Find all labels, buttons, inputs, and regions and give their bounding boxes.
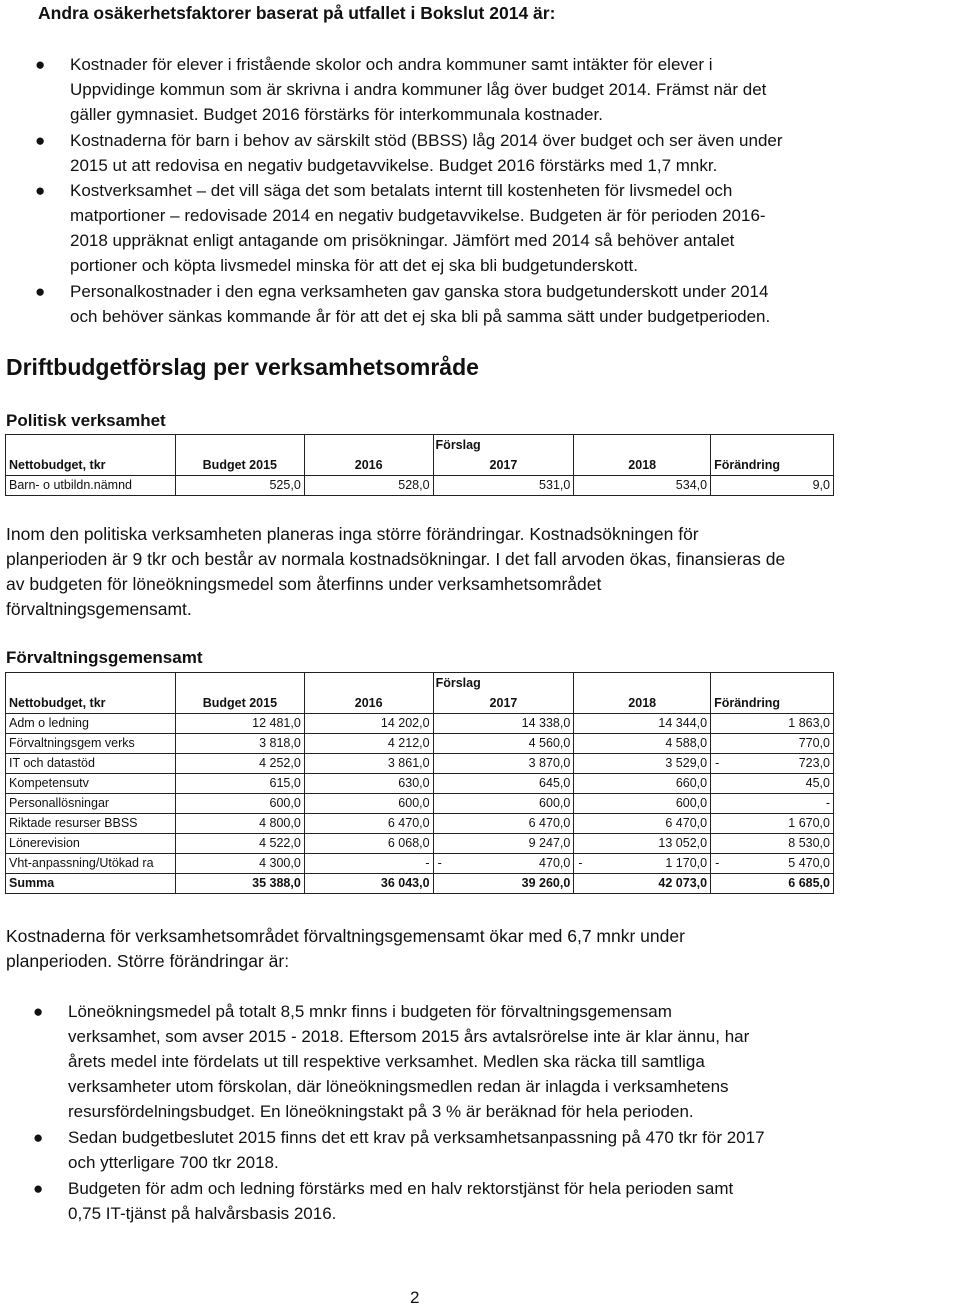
bullet-icon: ● [33, 1179, 44, 1198]
bullet-icon: ● [33, 1128, 44, 1147]
table-row [6, 754, 834, 774]
table-cell: 4 800,0 [175, 814, 304, 834]
table-row [6, 714, 834, 734]
bullet-line: matportioner – redovisade 2014 en negativ budgetavvikelse. Budgeten är för perioden 2016- [70, 206, 766, 225]
table-cell: 600,0 [304, 794, 433, 814]
dash-mark: - [715, 856, 720, 870]
column-header: Förändring [711, 456, 834, 476]
bullet-icon: ● [35, 181, 46, 200]
list-item: ● Sedan budgetbeslutet 2015 finns det ett krav på verksamhetsanpassning på 470 tkr för 2017 och ytterligare 700 tkr 2018. [68, 1125, 765, 1175]
list-item: ● Löneökningsmedel på totalt 8,5 mnkr finns i budgeten för förvaltningsgemensam verksamhet, som avser 2015 - 2018. Eftersom 2015 års avtalsrörelse inte är klar ännu, har årets medel inte fördelats ut till respektive verksamhet. Medlen ska räcka till samtliga verksamheter utom förskolan, där löneökningsmedlen redan är inlagda i verksamhetens resursfördelningsbudget. En löneökningstakt på 3 % är beräknad för hela perioden. [68, 999, 749, 1124]
column-header: Nettobudget, tkr [6, 456, 176, 476]
column-header: 2018 [574, 694, 711, 714]
table-cell: 8 530,0 [711, 834, 834, 854]
section-heading-uncertainty: Andra osäkerhetsfaktorer baserat på utfallet i Bokslut 2014 är: [38, 3, 556, 23]
table-cell: 35 388,0 [175, 874, 304, 894]
table-cell: 660,0 [574, 774, 711, 794]
row-label: IT och datastöd [6, 754, 176, 774]
bullet-icon: ● [35, 282, 46, 301]
subsection-title-forvaltning: Förvaltningsgemensamt [6, 648, 203, 667]
page-number: 2 [410, 1288, 420, 1307]
bullet-line: Kostverksamhet – det vill säga det som betalats internt till kostenheten för livsmedel och [70, 181, 733, 200]
row-label: Riktade resurser BBSS [6, 814, 176, 834]
table-cell: 12 481,0 [175, 714, 304, 734]
table-row [6, 774, 834, 794]
column-header: Nettobudget, tkr [6, 694, 176, 714]
bullet-line: Uppvidinge kommun som är skrivna i andra kommuner låg över budget 2014. Främst när det [70, 80, 767, 99]
column-header: Budget 2015 [175, 694, 304, 714]
bullet-line: och behöver sänkas kommande år för att det ej ska bli på samma sätt under budgetperioden. [70, 307, 771, 326]
budget-table-forvaltning [5, 672, 834, 894]
column-header: 2016 [304, 694, 433, 714]
table-cell: 6 470,0 [433, 814, 574, 834]
table-cell: 36 043,0 [304, 874, 433, 894]
table-cell: 4 212,0 [304, 734, 433, 754]
table-cell: 645,0 [433, 774, 574, 794]
table-cell: 3 870,0 [433, 754, 574, 774]
table-cell: 4 252,0 [175, 754, 304, 774]
column-header: Förändring [711, 694, 834, 714]
paragraph-forvaltning: Kostnaderna för verksamhetsområdet förvaltningsgemensamt ökar med 6,7 mnkr under planperioden. Större förändringar är: [6, 926, 685, 971]
table-cell: 6 685,0 [711, 874, 834, 894]
table-cell: - [304, 854, 433, 874]
forslag-label: Förslag [433, 435, 574, 457]
dash-mark: - [715, 756, 720, 770]
row-label: Summa [6, 874, 176, 894]
column-header: 2017 [433, 694, 574, 714]
table-cell: 13 052,0 [574, 834, 711, 854]
table-cell: - [711, 794, 834, 814]
paragraph-politisk: Inom den politiska verksamheten planeras inga större förändringar. Kostnadsökningen för planperioden är 9 tkr och består av normala kostnadsökningar. I det fall arvoden ökas, finansieras de av budgeten för löneökningsmedel som återfinns under verksamhetsområdet förvaltningsgemensamt. [6, 524, 786, 619]
table-cell: - 1 170,0 [574, 854, 711, 874]
list-item [35, 128, 783, 178]
row-label: Adm o ledning [6, 714, 176, 734]
table-cell: 4 588,0 [574, 734, 711, 754]
bullet-line: Kostnader för elever i fristående skolor och andra kommuner samt intäkter för elever i [70, 55, 713, 74]
row-label: Förvaltningsgem verks [6, 734, 176, 754]
table-row [6, 834, 834, 854]
table-cell: 1 670,0 [711, 814, 834, 834]
table-cell: 42 073,0 [574, 874, 711, 894]
table-cell: 14 344,0 [574, 714, 711, 734]
bullet-line: 2018 uppräknat enligt antagande om prisökningar. Jämfört med 2014 så behöver antalet [70, 231, 735, 250]
table-cell: 615,0 [175, 774, 304, 794]
table-cell: - 470,0 [433, 854, 574, 874]
table-cell: 6 470,0 [304, 814, 433, 834]
table-cell: 600,0 [574, 794, 711, 814]
table-cell: 45,0 [711, 774, 834, 794]
budget-table-politisk [5, 434, 834, 496]
table-cell: 770,0 [711, 734, 834, 754]
table-cell: 6 470,0 [574, 814, 711, 834]
subsection-title-politisk: Politisk verksamhet [6, 411, 166, 430]
row-label: Personallösningar [6, 794, 176, 814]
bullet-line: Kostnaderna för barn i behov av särskilt stöd (BBSS) låg 2014 över budget och ser även under [70, 131, 783, 150]
table-cell: 4 300,0 [175, 854, 304, 874]
table-cell: 9 247,0 [433, 834, 574, 854]
table-row [6, 794, 834, 814]
table-body [6, 714, 834, 894]
bullet-line: Personalkostnader i den egna verksamheten gav ganska stora budgetunderskott under 2014 [70, 282, 769, 301]
table-row: Barn- o utbildn.nämnd 525,0 528,0 531,0 534,0 9,0 [6, 476, 834, 496]
column-header: 2018 [574, 456, 711, 476]
table-cell: 630,0 [304, 774, 433, 794]
list-item [35, 178, 766, 278]
row-label: Lönerevision [6, 834, 176, 854]
table-cell: 6 068,0 [304, 834, 433, 854]
table-cell: 14 338,0 [433, 714, 574, 734]
table-cell: - 5 470,0 [711, 854, 834, 874]
column-header: 2016 [304, 456, 433, 476]
bullet-icon: ● [33, 1002, 44, 1021]
table-cell: 1 863,0 [711, 714, 834, 734]
table-cell: - 723,0 [711, 754, 834, 774]
row-label: Kompetensutv [6, 774, 176, 794]
table-row [6, 874, 834, 894]
dash-mark: - [437, 856, 442, 870]
table-row [6, 814, 834, 834]
table-cell: 600,0 [175, 794, 304, 814]
list-item [35, 52, 767, 127]
table-cell: 3 529,0 [574, 754, 711, 774]
column-header: 2017 [433, 456, 574, 476]
table-cell: 14 202,0 [304, 714, 433, 734]
list-item: ● Budgeten för adm och ledning förstärks med en halv rektorstjänst för hela perioden samt 0,75 IT-tjänst på halvårsbasis 2016. [68, 1176, 733, 1226]
page-title: Driftbudgetförslag per verksamhetsområde [6, 354, 479, 380]
table-cell: 3 861,0 [304, 754, 433, 774]
bullet-line: portioner och köpta livsmedel minska för att det ej ska bli budgetunderskott. [70, 256, 638, 275]
bullet-line: 2015 ut att redovisa en negativ budgetavvikelse. Budget 2016 förstärks med 1,7 mnkr. [70, 156, 718, 175]
table-cell: 4 522,0 [175, 834, 304, 854]
table-cell: 39 260,0 [433, 874, 574, 894]
forslag-label: Förslag [433, 673, 574, 695]
row-label: Vht-anpassning/Utökad ra [6, 854, 176, 874]
table-cell: 3 818,0 [175, 734, 304, 754]
table-cell: 4 560,0 [433, 734, 574, 754]
dash-mark: - [578, 856, 583, 870]
bullet-icon: ● [35, 131, 46, 150]
column-header: Budget 2015 [175, 456, 304, 476]
table-row [6, 734, 834, 754]
table-row [6, 854, 834, 874]
table-cell: 600,0 [433, 794, 574, 814]
bullet-line: gäller gymnasiet. Budget 2016 förstärks för interkommunala kostnader. [70, 105, 603, 124]
bullet-icon: ● [35, 55, 46, 74]
list-item [35, 279, 771, 329]
